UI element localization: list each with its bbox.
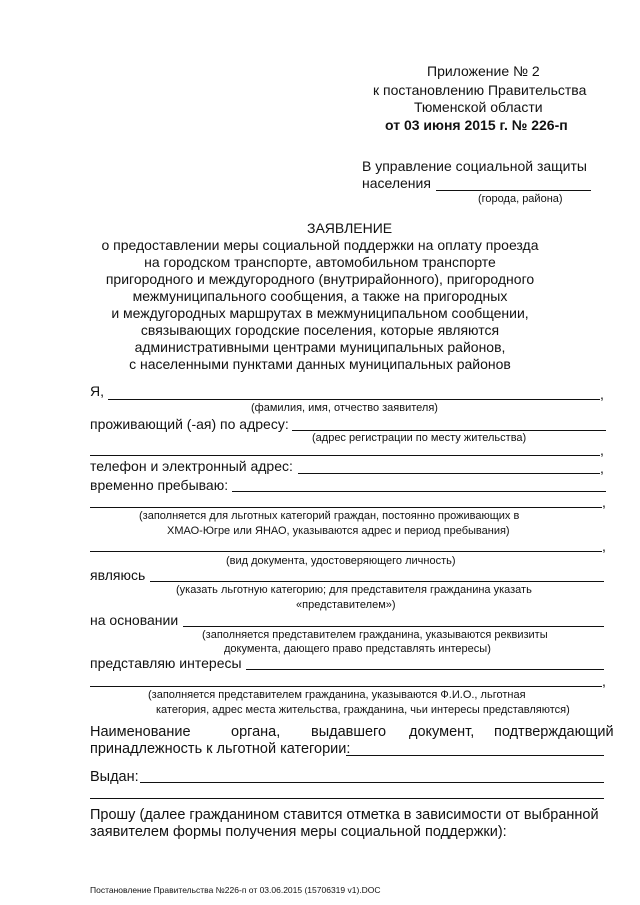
address-label: проживающий (-ая) по адресу: bbox=[90, 416, 289, 432]
address-field[interactable] bbox=[292, 430, 606, 431]
id-document-hint: (вид документа, удостоверяющего личность) bbox=[226, 555, 456, 567]
issued-field-2[interactable] bbox=[90, 798, 604, 799]
category-label: являюсь bbox=[90, 567, 146, 583]
addressee-hint: (города, района) bbox=[478, 193, 563, 205]
title-line: межмуниципального сообщения, а также на пригородных bbox=[132, 288, 508, 304]
org-word-3: выдавшего bbox=[311, 724, 387, 740]
title-line: и междугородных маршрутах в межмуниципальном сообщении, bbox=[111, 305, 529, 321]
address-field-2[interactable] bbox=[90, 455, 600, 456]
org-line-2: принадлежность к льготной категории: bbox=[90, 741, 351, 757]
request-line-2: заявителем формы получения меры социальной поддержки): bbox=[90, 824, 507, 840]
category-hint-2: «представителем») bbox=[296, 599, 396, 611]
basis-field[interactable] bbox=[183, 626, 604, 627]
represent-hint-2: категория, адрес места жительства, гражданина, чьи интересы представляются) bbox=[156, 704, 570, 716]
temp-hint-2: ХМАО-Югре или ЯНАО, указываются адрес и период пребывания) bbox=[167, 525, 510, 537]
temp-label: временно пребываю: bbox=[90, 477, 229, 493]
issued-label: Выдан: bbox=[90, 769, 139, 785]
title-line: административными центрами муниципальных районов, bbox=[134, 339, 506, 355]
appendix-ref: к постановлению Правительства bbox=[373, 82, 587, 98]
represent-label: представляю интересы bbox=[90, 655, 242, 671]
id-document-field[interactable] bbox=[90, 551, 602, 552]
org-word-5: подтверждающий bbox=[494, 724, 614, 740]
addressee-line1: В управление социальной защиты bbox=[362, 158, 587, 174]
ya-label: Я, bbox=[90, 383, 104, 399]
temp-field[interactable] bbox=[232, 491, 606, 492]
footer-doc-ref: Постановление Правительства №226-п от 03.06.2015 (15706319 v1).DOC bbox=[90, 885, 381, 895]
basis-hint-2: документа, дающего право представлять интересы) bbox=[224, 643, 491, 655]
appendix-number: Приложение № 2 bbox=[427, 63, 540, 79]
addressee-line2: населения bbox=[362, 175, 431, 191]
phone-label: телефон и электронный адрес: bbox=[90, 458, 293, 474]
address-hint: (адрес регистрации по месту жительства) bbox=[312, 432, 527, 444]
title-line: с населенными пунктами данных муниципальных районов bbox=[129, 356, 511, 372]
fio-field[interactable] bbox=[108, 399, 600, 400]
represent-hint-1: (заполняется представителем гражданина, указываются Ф.И.О., льготная bbox=[148, 689, 526, 701]
document-heading: ЗАЯВЛЕНИЕ bbox=[307, 220, 393, 236]
category-field[interactable] bbox=[150, 581, 604, 582]
request-line-1: Прошу (далее гражданином ставится отметка в зависимости от выбранной bbox=[90, 807, 599, 823]
fio-hint: (фамилия, имя, отчество заявителя) bbox=[251, 402, 438, 414]
title-line: о предоставлении меры социальной поддержки на оплату проезда bbox=[101, 237, 539, 253]
addressee-blank[interactable] bbox=[436, 190, 591, 191]
title-line: связывающих городские поселения, которые являются bbox=[140, 322, 500, 338]
org-field[interactable] bbox=[346, 755, 604, 756]
org-word-1: Наименование bbox=[90, 724, 191, 740]
temp-hint-1: (заполняется для льготных категорий граждан, постоянно проживающих в bbox=[139, 510, 520, 522]
basis-label: на основании bbox=[90, 612, 179, 628]
appendix-region: Тюменской области bbox=[414, 99, 543, 115]
phone-field[interactable] bbox=[298, 473, 600, 474]
org-word-2: органа, bbox=[231, 724, 281, 740]
org-word-4: документ, bbox=[409, 724, 475, 740]
title-line: на городском транспорте, автомобильном транспорте bbox=[144, 254, 496, 270]
title-line: пригородного и междугородного (внутрирайонного), пригородного bbox=[105, 271, 535, 287]
document-title bbox=[60, 237, 580, 373]
appendix-date: от 03 июня 2015 г. № 226-п bbox=[385, 117, 568, 133]
issued-field[interactable] bbox=[140, 782, 604, 783]
category-hint-1: (указать льготную категорию; для представителя гражданина указать bbox=[176, 584, 532, 596]
temp-field-2[interactable] bbox=[90, 507, 602, 508]
basis-hint-1: (заполняется представителем гражданина, указываются реквизиты bbox=[202, 629, 548, 641]
represent-field[interactable] bbox=[246, 669, 604, 670]
represent-field-2[interactable] bbox=[90, 686, 602, 687]
